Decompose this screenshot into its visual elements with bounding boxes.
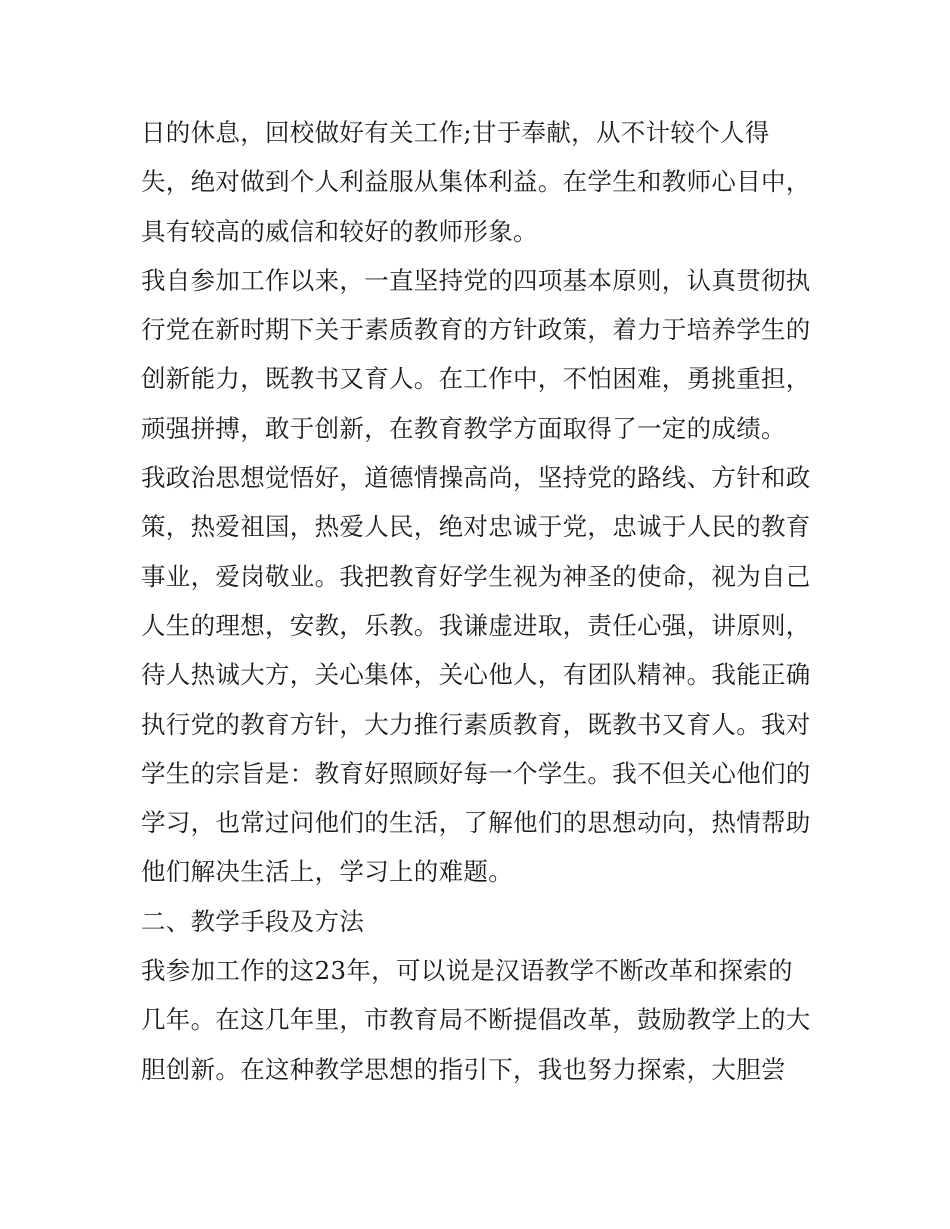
text-line: 具有较高的威信和较好的教师形象。 [141,216,538,246]
text-line: 学习，也常过问他们的生活，了解他们的思想动向，热情帮助 [141,808,811,838]
text-line: 失，绝对做到个人利益服从集体利益。在学生和教师心目中， [141,167,811,197]
text-line: 策，热爱祖国，热爱人民，绝对忠诚于党，忠诚于人民的教育 [141,512,811,542]
text-line: 几年。在这几年里，市教育局不断提倡改革，鼓励教学上的大 [141,1005,811,1035]
text-line: 事业，爱岗敬业。我把教育好学生视为神圣的使命，视为自己 [141,561,811,591]
text-line: 我参加工作的这23年，可以说是汉语教学不断改革和探索的 [141,956,793,986]
text-line: 我自参加工作以来，一直坚持党的四项基本原则，认真贯彻执 [141,265,811,295]
text-line: 胆创新。在这种教学思想的指引下，我也努力探索，大胆尝 [141,1054,786,1084]
text-line: 学生的宗旨是：教育好照顾好每一个学生。我不但关心他们的 [141,758,811,788]
text-line: 待人热诚大方，关心集体，关心他人，有团队精神。我能正确 [141,660,811,690]
text-line: 创新能力，既教书又育人。在工作中，不怕困难，勇挑重担， [141,364,811,394]
section-heading: 二、教学手段及方法 [141,906,365,936]
text-line: 执行党的教育方针，大力推行素质教育，既教书又育人。我对 [141,709,811,739]
text-line: 顽强拼搏，敢于创新，在教育教学方面取得了一定的成绩。 [141,413,786,443]
text-line: 他们解决生活上，学习上的难题。 [141,857,513,887]
document-body [141,108,831,1094]
text-line: 行党在新时期下关于素质教育的方针政策，着力于培养学生的 [141,315,811,345]
text-line: 人生的理想，安教，乐教。我谦虚进取，责任心强，讲原则， [141,610,811,640]
text-line: 日的休息，回校做好有关工作;甘于奉献，从不计较个人得 [141,118,770,147]
text-line: 我政治思想觉悟好，道德情操高尚，坚持党的路线、方针和政 [141,463,811,493]
